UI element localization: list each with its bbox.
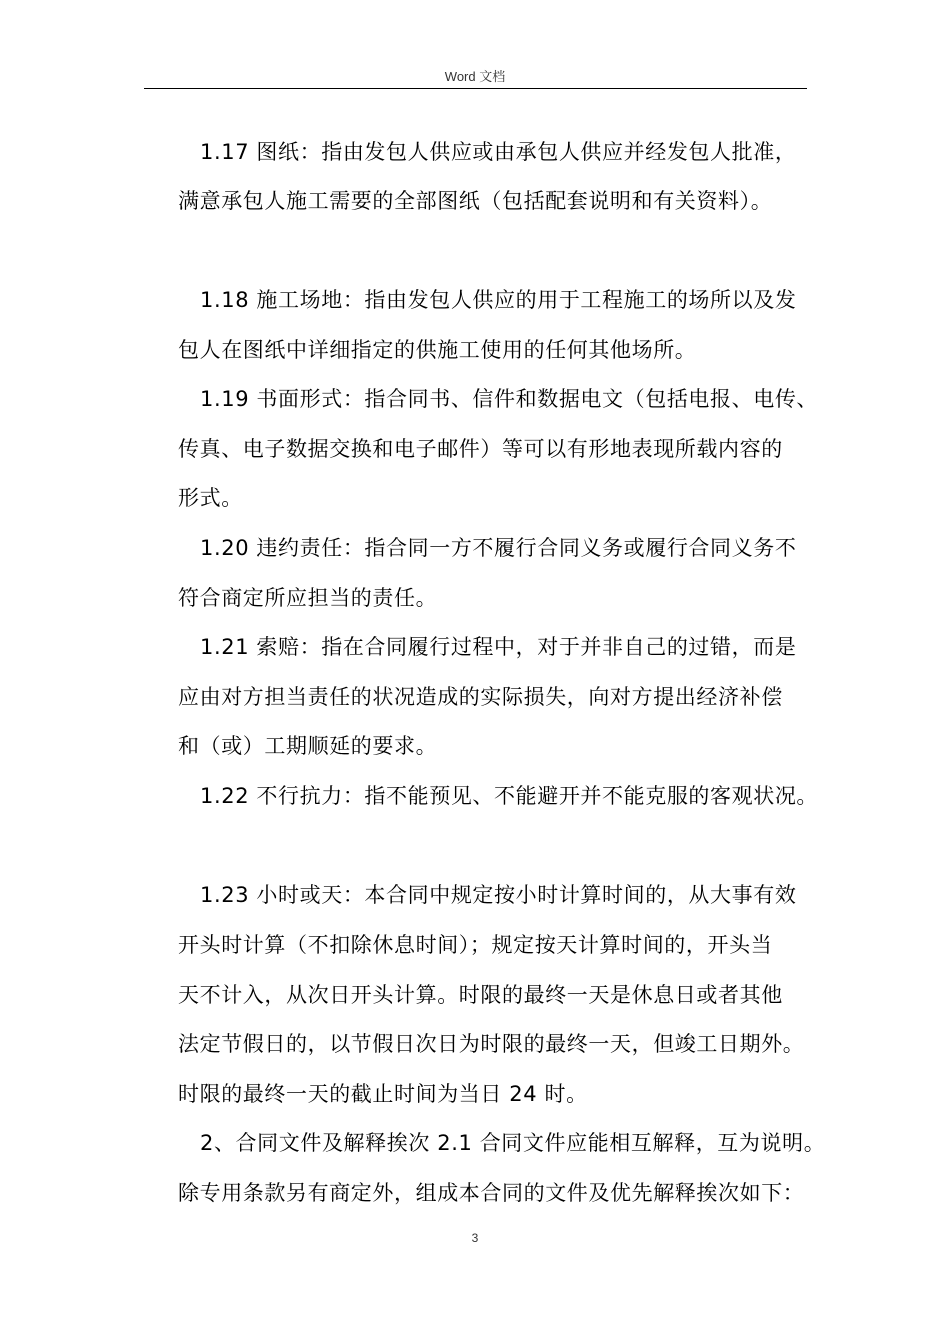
paragraph-1-23-line-4: 法定节假日的，以节假日次日为时限的最终一天，但竣工日期外。	[178, 1032, 805, 1056]
paragraph-1-19-line-2: 传真、电子数据交换和电子邮件）等可以有形地表现所载内容的	[178, 437, 783, 461]
paragraph-1-21-line-3: 和（或）工期顺延的要求。	[178, 734, 438, 758]
paragraph-1-23-line-1: 1.23 小时或天：本合同中规定按小时计算时间的，从大事有效	[200, 883, 797, 907]
paragraph-1-19-line-3: 形式。	[178, 486, 243, 510]
paragraph-1-19-line-1: 1.19 书面形式：指合同书、信件和数据电文（包括电报、电传、	[200, 387, 819, 411]
header-divider	[144, 88, 807, 89]
paragraph-2-line-2: 除专用条款另有商定外，组成本合同的文件及优先解释挨次如下：	[178, 1181, 805, 1205]
paragraph-2-line-1: 2、合同文件及解释挨次 2.1 合同文件应能相互解释，互为说明。	[200, 1131, 826, 1155]
paragraph-1-20-line-2: 符合商定所应担当的责任。	[178, 586, 438, 610]
paragraph-1-21-line-2: 应由对方担当责任的状况造成的实际损失，向对方提出经济补偿	[178, 685, 783, 709]
page-header-title: Word 文档	[444, 69, 506, 84]
page-number: 3	[471, 1231, 479, 1245]
paragraph-1-23-line-3: 天不计入，从次日开头计算。时限的最终一天是休息日或者其他	[178, 983, 783, 1007]
paragraph-1-18-line-1: 1.18 施工场地：指由发包人供应的用于工程施工的场所以及发	[200, 288, 797, 312]
paragraph-1-20-line-1: 1.20 违约责任：指合同一方不履行合同义务或履行合同义务不	[200, 536, 797, 560]
paragraph-1-23-line-5: 时限的最终一天的截止时间为当日 24 时。	[178, 1082, 588, 1106]
paragraph-1-21-line-1: 1.21 索赔：指在合同履行过程中，对于并非自己的过错，而是	[200, 635, 797, 659]
paragraph-1-18-line-2: 包人在图纸中详细指定的供施工使用的任何其他场所。	[178, 338, 697, 362]
paragraph-1-23-line-2: 开头时计算（不扣除休息时间）；规定按天计算时间的，开头当	[178, 933, 773, 957]
paragraph-1-17-line-1: 1.17 图纸：指由发包人供应或由承包人供应并经发包人批准，	[200, 140, 797, 164]
paragraph-1-22-line-1: 1.22 不行抗力：指不能预见、不能避开并不能克服的客观状况。	[200, 784, 819, 808]
paragraph-1-17-line-2: 满意承包人施工需要的全部图纸（包括配套说明和有关资料）。	[178, 189, 773, 213]
